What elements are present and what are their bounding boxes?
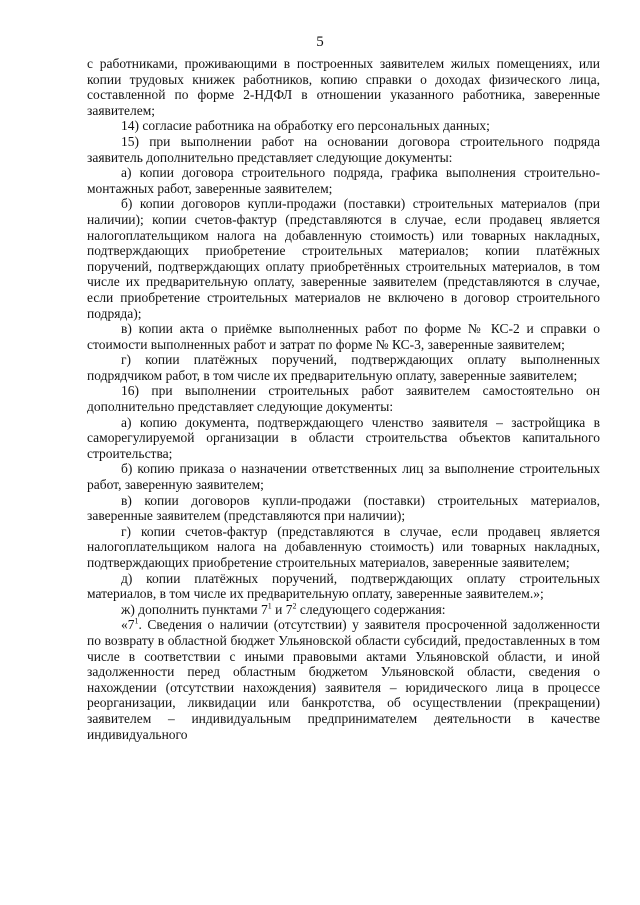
paragraph: 14) согласие работника на обработку его персональных данных; xyxy=(121,118,490,134)
paragraph: в) копии договоров купли-продажи (поставки) строительных материалов, заверенные заявителем (представляются при наличии); xyxy=(87,492,600,524)
paragraph: 15) при выполнении работ на основании договора строительного подряда заявитель дополнительно представляет следующие документы: xyxy=(87,133,600,165)
paragraph: а) копии договора строительного подряда, графика выполнения строительно-монтажных работ, заверенные заявителем; xyxy=(87,165,600,196)
page-number: 5 xyxy=(316,34,324,50)
paragraph-list xyxy=(87,56,600,602)
paragraph: 16) при выполнении строительных работ заявителем самостоятельно он дополнительно представляет следующие документы: xyxy=(87,383,600,415)
clause-7-1 xyxy=(87,617,600,742)
amendment-sup-1: 1 xyxy=(267,601,272,611)
paragraph: г) копии счетов-фактур (представляются в случае, если продавец является налогоплательщиком налога на добавленную стоимость) или товарных накладных, подтверждающих приобретение строительных материалов, заверенные заявителем; xyxy=(87,523,600,570)
amendment-text-after: следующего содержания: xyxy=(296,601,446,617)
clause-7-1-sup: 1 xyxy=(134,616,139,626)
amendment-line xyxy=(87,602,600,618)
clause-7-1-text: . Сведения о наличии (отсутствии) у заявителя просроченной задолженности по возврату в областной бюджет Ульяновской области субсидий, предоставленных в том числе в соответствии с иными правовыми актами Ульяновской области, и иной задолженности перед областным бюджетом Ульяновской области, сведения о нахождении (отсутствии нахождения) заявителя – юридического лица в процессе реорганизации, ликвидации или банкротства, об осуществлении (прекращении) заявителем – индивидуальным предпринимателем деятельности в качестве индивидуального xyxy=(87,617,600,742)
paragraph: в) копии акта о приёмке выполненных работ по форме № КС-2 и справки о стоимости выполненных работ и затрат по форме № КС-3, заверенные заявителем; xyxy=(87,321,600,352)
paragraph: д) копии платёжных поручений, подтверждающих оплату строительных материалов, в том числе их предварительную оплату, заверенные заявителем.»; xyxy=(87,570,600,602)
paragraph: с работниками, проживающими в построенных заявителем жилых помещениях, или копии трудовых книжек работников, копию справки о доходах физического лица, составленной по форме 2-НДФЛ в отношении указанного работника, заверенные заявителем; xyxy=(87,56,600,118)
amendment-text-middle: и 7 xyxy=(271,601,293,617)
paragraph: г) копии платёжных поручений, подтверждающих оплату выполненных подрядчиком работ, в том числе их предварительную оплату, заверенные заявителем; xyxy=(87,352,600,383)
amendment-text-before: ж) дополнить пунктами 7 xyxy=(121,601,268,617)
document-body xyxy=(87,56,600,742)
paragraph: а) копию документа, подтверждающего членство заявителя – застройщика в саморегулируемой организации в области строительства объектов капитального строительства; xyxy=(87,414,600,461)
paragraph: б) копии договоров купли-продажи (поставки) строительных материалов (при наличии); копии счетов-фактур (представляются в случае, если продавец является налогоплательщиком налога на добавленную стоимость) или товарных накладных, подтверждающих приобретение строительных материалов; копии платёжных поручений, подтверждающих оплату приобретённых строительных материалов, в том числе их предварительную оплату, заверенные заявителем (представляются в случае, если приобретение строительных материалов не включено в договор строительного подряда); xyxy=(87,196,600,321)
amendment-sup-2: 2 xyxy=(292,601,297,611)
paragraph: б) копию приказа о назначении ответственных лиц за выполнение строительных работ, заверенную заявителем; xyxy=(87,461,600,493)
clause-7-1-number: «7 xyxy=(121,617,135,633)
